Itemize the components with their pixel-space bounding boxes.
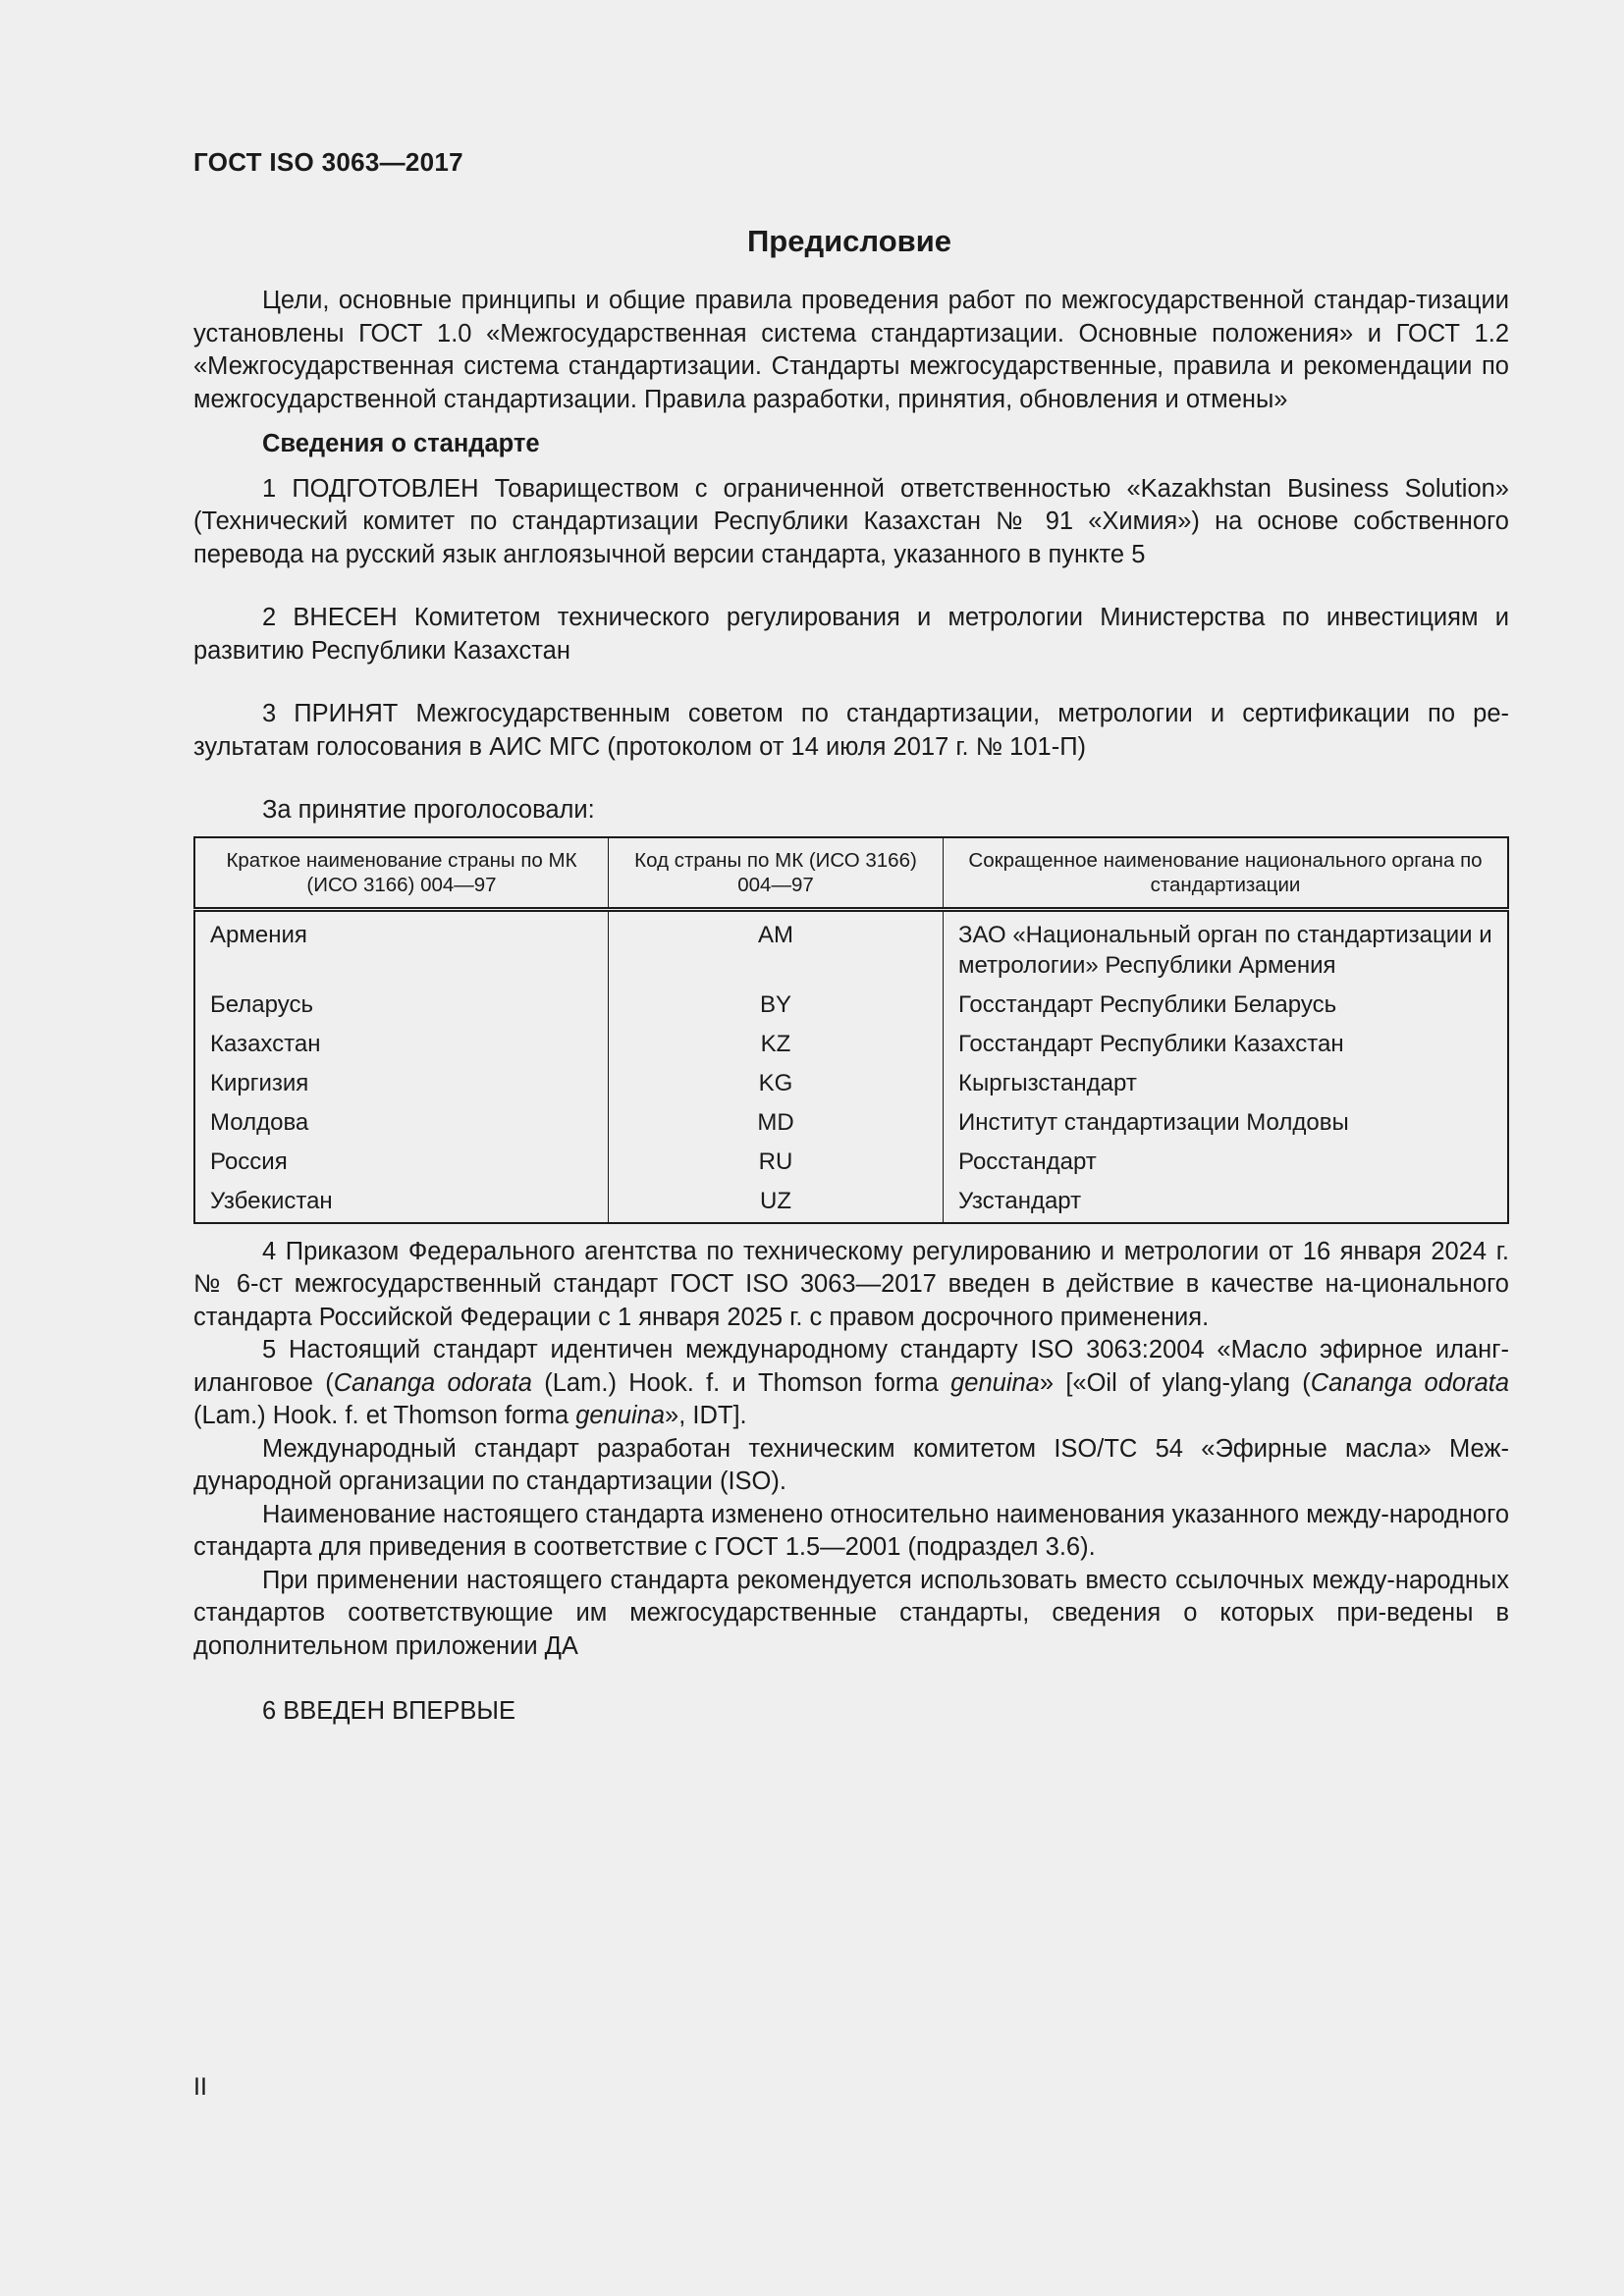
country-cell: Казахстан (194, 1024, 609, 1063)
table-row (194, 1142, 1508, 1181)
tc-paragraph: Международный стандарт разработан техническим комитетом ISO/TC 54 «Эфирные масла» Меж-дународной организации по стандартизации (ISO). (193, 1434, 1509, 1495)
item-5-text: (Lam.) Hook. f. et Thomson forma (193, 1402, 576, 1429)
country-cell: Армения (194, 909, 609, 985)
item-6-paragraph: 6 ВВЕДЕН ВПЕРВЫЕ (262, 1697, 516, 1725)
name-change-paragraph: Наименование настоящего стандарта изменено относительно наименования указанного между-народного стандарта для приведения в соответствие с ГОСТ 1.5—2001 (подраздел 3.6). (193, 1500, 1509, 1561)
item-5-species: Cananga odorata (1310, 1368, 1510, 1397)
body-cell: Институт стандартизации Молдовы (944, 1102, 1509, 1142)
code-cell: BY (609, 985, 944, 1024)
table-header-country: Краткое наименование страны по МК (ИСО 3166) 004—97 (194, 837, 609, 910)
country-cell: Беларусь (194, 985, 609, 1024)
item-4-paragraph: 4 Приказом Федерального агентства по техническому регулированию и метрологии от 16 января 2024 г. № 6-ст межгосударственный стандарт ГОСТ ISO 3063—2017 введен в действие в качестве на-ционального стандарта Российской Федерации с 1 января 2025 г. с правом досрочного применения. (193, 1237, 1509, 1331)
section-title: Предисловие (746, 224, 951, 258)
item-1-paragraph: 1 ПОДГОТОВЛЕН Товариществом с ограниченной ответственностью «Kazakhstan Business Solution» (Технический комитет по стандартизации Республики Казахстан № 91 «Химия») на основе собственного перевода на русский язык англоязычной версии стандарта, указанного в пункте 5 (193, 474, 1509, 568)
country-cell: Узбекистан (194, 1181, 609, 1223)
body-cell: Росстандарт (944, 1142, 1509, 1181)
code-cell: AM (609, 909, 944, 985)
item-5-text: 5 Настоящий стандарт идентичен международному стандарту ISO 3063:2004 «Масло эфирное иланг-иланговое ( (193, 1336, 1509, 1397)
body-cell: Узстандарт (944, 1181, 1509, 1223)
table-header-row (194, 837, 1508, 910)
page-number: II (193, 2073, 207, 2101)
table-row (194, 1181, 1508, 1223)
intro-paragraph: Цели, основные принципы и общие правила проведения работ по межгосударственной стандар-тизации установлены ГОСТ 1.0 «Межгосударственная система стандартизации. Основные положения» и ГОСТ 1.2 «Межгосударственная система стандартизации. Стандарты межгосударственные, правила и рекомендации по межгосударственной стандартизации. Правила разработки, принятия, обновления и отмены» (193, 287, 1509, 413)
table-header-code: Код страны по МК (ИСО 3166) 004—97 (609, 837, 944, 910)
item-5-text: » [«Oil of ylang-ylang ( (1039, 1368, 1311, 1397)
body-cell: Кыргызстандарт (944, 1063, 1509, 1102)
country-cell: Россия (194, 1142, 609, 1181)
document-id-header: ГОСТ ISO 3063—2017 (193, 147, 463, 177)
item-5-species: Cananga odorata (333, 1368, 532, 1397)
item-5-form: genuina (950, 1368, 1040, 1397)
code-cell: MD (609, 1102, 944, 1142)
subheading: Сведения о стандарте (262, 430, 540, 457)
references-paragraph: При применении настоящего стандарта рекомендуется использовать вместо ссылочных между-народных стандартов соответствующие им межгосударственные стандарты, сведения о которых при-ведены в дополнительном приложении ДА (193, 1566, 1509, 1660)
item-5-form: genuina (575, 1402, 666, 1429)
table-header-body: Сокращенное наименование национального органа по стандартизации (944, 837, 1509, 910)
table-row (194, 1024, 1508, 1063)
body-cell: Госстандарт Республики Казахстан (944, 1024, 1509, 1063)
code-cell: RU (609, 1142, 944, 1181)
item-5-text: (Lam.) Hook. f. и Thomson forma (531, 1368, 951, 1397)
body-cell: Госстандарт Республики Беларусь (944, 985, 1509, 1024)
voting-table (193, 836, 1509, 1224)
voted-label: За принятие проголосовали: (262, 796, 595, 824)
code-cell: KZ (609, 1024, 944, 1063)
table-row (194, 985, 1508, 1024)
foreword-content (193, 285, 1509, 1729)
table-row (194, 1102, 1508, 1142)
code-cell: KG (609, 1063, 944, 1102)
country-cell: Киргизия (194, 1063, 609, 1102)
table-row (194, 909, 1508, 985)
code-cell: UZ (609, 1181, 944, 1223)
item-2-paragraph: 2 ВНЕСЕН Комитетом технического регулирования и метрологии Министерства по инвестициям и развитию Республики Казахстан (193, 604, 1509, 665)
body-cell: ЗАО «Национальный орган по стандартизации и метрологии» Республики Армения (944, 909, 1509, 985)
table-row (194, 1063, 1508, 1102)
item-5-text: », IDT]. (665, 1402, 747, 1429)
country-cell: Молдова (194, 1102, 609, 1142)
item-3-paragraph: 3 ПРИНЯТ Межгосударственным советом по стандартизации, метрологии и сертификации по ре-зультатам голосования в АИС МГС (протоколом от 14 июля 2017 г. № 101-П) (193, 700, 1509, 761)
item-5-paragraph (193, 1334, 1509, 1433)
